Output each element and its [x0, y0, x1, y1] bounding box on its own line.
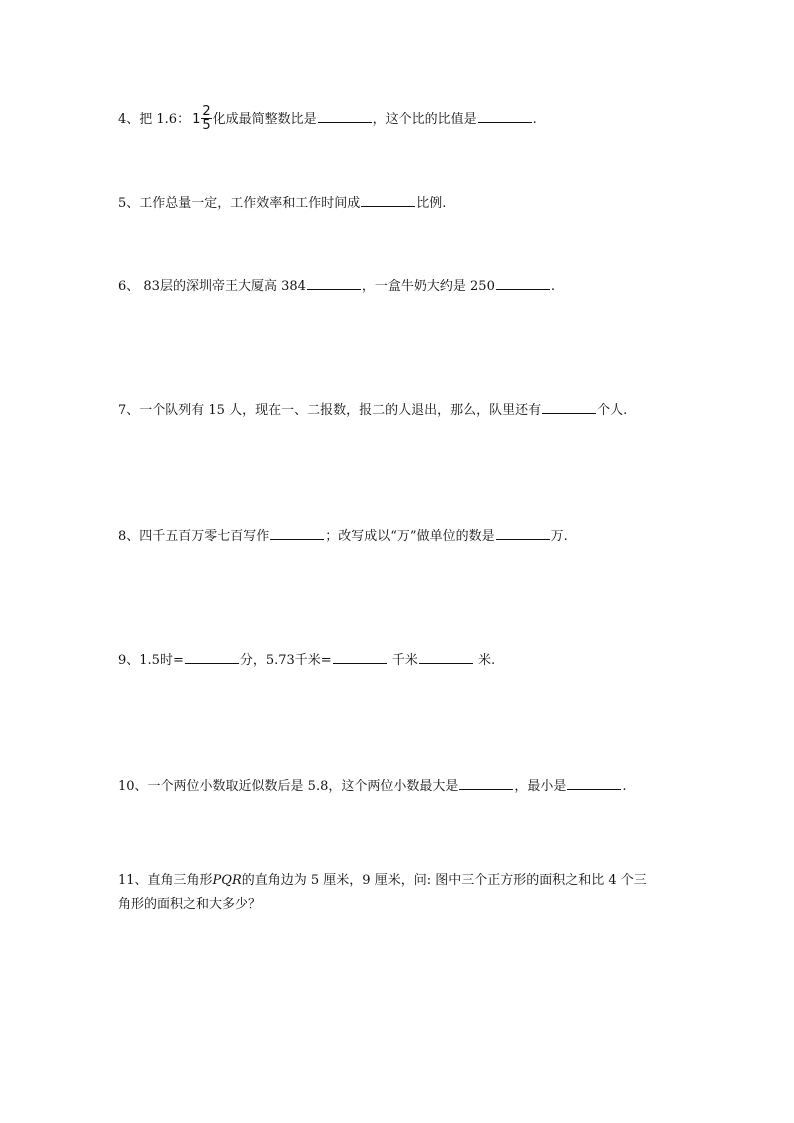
triangle-name: PQR	[212, 873, 242, 888]
answer-blank[interactable]	[542, 399, 596, 414]
question-10-prefix: 10、一个两位小数取近似数后是 5.8，这个两位小数最大是	[118, 779, 459, 794]
answer-blank[interactable]	[270, 525, 324, 540]
question-6	[118, 275, 555, 296]
question-6-mid: ，一盒牛奶大约是 250	[361, 279, 495, 294]
question-5-prefix: 5、工作总量一定，工作效率和工作时间成	[118, 196, 361, 211]
answer-blank[interactable]	[567, 775, 621, 790]
question-10-mid: ，最小是	[514, 779, 567, 794]
question-7	[118, 399, 627, 420]
question-4-mid2: ，这个比的比值是	[372, 112, 477, 127]
question-11-line-2	[118, 896, 647, 914]
question-8-prefix: 8、四千五百万零七百写作	[118, 529, 270, 544]
answer-blank[interactable]	[459, 775, 513, 790]
question-6-end: .	[550, 279, 555, 294]
question-9-prefix: 9、1.5时=	[118, 653, 184, 668]
fraction-denominator: 5	[202, 118, 211, 133]
question-11	[118, 872, 647, 914]
question-5	[118, 192, 446, 213]
answer-blank[interactable]	[333, 649, 387, 664]
question-11-rest-2: 角形的面积之和大多少？	[118, 897, 262, 912]
answer-blank[interactable]	[361, 192, 415, 207]
question-11-prefix: 11、直角三角形	[118, 873, 213, 888]
question-4-prefix: 4、把 1.6：	[118, 112, 191, 127]
question-7-prefix: 7、一个队列有 15 人，现在一、二报数，报二的人退出，那么，队里还有	[118, 403, 542, 418]
fraction	[201, 105, 211, 132]
fraction-numerator: 2	[202, 104, 211, 119]
answer-blank[interactable]	[496, 275, 550, 290]
question-10	[118, 775, 627, 796]
question-9-end: 米.	[473, 653, 496, 668]
question-4	[118, 106, 537, 133]
question-11-rest-1: 的直角边为 5 厘米，9 厘米，问: 图中三个正方形的面积之和比 4 个三	[241, 873, 647, 888]
question-9-mid: 分，5.73千米=	[239, 653, 332, 668]
answer-blank[interactable]	[419, 649, 473, 664]
question-6-prefix: 6、 83层的深圳帝王大厦高 384	[118, 279, 306, 294]
mixed-number-whole: 1	[192, 112, 201, 127]
question-10-end: .	[622, 779, 627, 794]
question-9	[118, 649, 495, 670]
question-8	[118, 525, 568, 546]
question-4-mid: 化成最简整数比是	[212, 112, 317, 127]
answer-blank[interactable]	[496, 525, 550, 540]
question-5-end: 比例.	[416, 196, 447, 211]
question-8-end: 万.	[550, 529, 568, 544]
answer-blank[interactable]	[307, 275, 361, 290]
question-8-mid: ；改写成以“万”做单位的数是	[325, 529, 495, 544]
question-7-end: 个人.	[597, 403, 628, 418]
answer-blank[interactable]	[478, 108, 532, 123]
question-4-end: .	[532, 112, 537, 127]
question-11-line-1	[118, 872, 647, 890]
question-9-mid2: 千米	[387, 653, 418, 668]
answer-blank[interactable]	[318, 108, 372, 123]
answer-blank[interactable]	[185, 649, 239, 664]
